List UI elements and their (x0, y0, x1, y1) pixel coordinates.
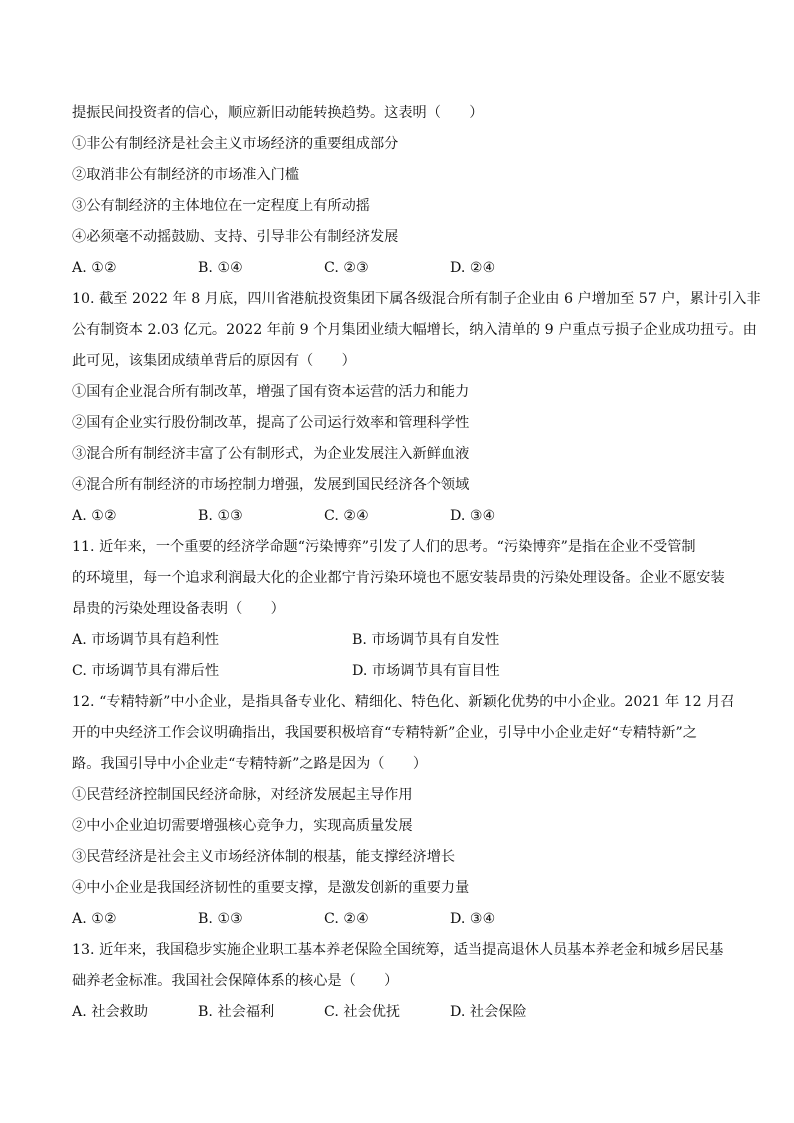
statement-2: ②中小企业迫切需要增强核心竞争力，实现高质量发展 (72, 818, 413, 834)
option-b[interactable]: B. 社会福利 (198, 1004, 275, 1020)
statement-3: ③民营经济是社会主义市场经济体制的根基，能支撑经济增长 (72, 849, 456, 865)
option-b[interactable]: B. 市场调节具有自发性 (352, 632, 500, 648)
question-13-stem-line-2: 础养老金标准。我国社会保障体系的核心是（ ） (72, 973, 399, 989)
question-12 (72, 689, 735, 937)
option-c[interactable]: C. 社会优抚 (324, 1004, 401, 1020)
statement-1: ①民营经济控制国民经济命脉，对经济发展起主导作用 (72, 787, 413, 803)
statement-4: ④必须毫不动摇鼓励、支持、引导非公有制经济发展 (72, 229, 399, 245)
question-13 (72, 937, 726, 1030)
question-11-stem-line-1: 11. 近年来，一个重要的经济学命题“污染博弈”引发了人们的思考。“污染博弈”是指在企业不受管制 (72, 539, 696, 555)
statement-2: ②国有企业实行股份制改革，提高了公司运行效率和管理科学性 (72, 415, 470, 431)
statement-1: ①非公有制经济是社会主义市场经济的重要组成部分 (72, 136, 399, 152)
option-a[interactable]: A. ①② (72, 260, 117, 276)
question-10-stem-line-2: 公有制资本 2.03 亿元。2022 年前 9 个月集团业绩大幅增长，纳入清单的 9 户重点亏损子企业成功扭亏。由 (72, 322, 757, 338)
statement-1: ①国有企业混合所有制改革，增强了国有资本运营的活力和能力 (72, 384, 470, 400)
question-9-options (72, 255, 726, 286)
statement-3: ③公有制经济的主体地位在一定程度上有所动摇 (72, 198, 370, 214)
option-a[interactable]: A. ①② (72, 508, 117, 524)
option-d[interactable]: D. ③④ (450, 911, 496, 927)
option-c[interactable]: C. 市场调节具有滞后性 (72, 663, 220, 679)
question-10-stem-line-3: 此可见，该集团成绩单背后的原因有（ ） (72, 353, 356, 369)
option-a[interactable]: A. 社会救助 (72, 1004, 149, 1020)
question-13-stem-line-1: 13. 近年来，我国稳步实施企业职工基本养老保险全国统筹，适当提高退休人员基本养老金和城乡居民基 (72, 942, 724, 958)
question-13-options (72, 999, 726, 1030)
statement-3: ③混合所有制经济丰富了公有制形式，为企业发展注入新鲜血液 (72, 446, 470, 462)
option-b[interactable]: B. ①③ (198, 508, 243, 524)
question-11-stem-line-3: 昂贵的污染处理设备表明（ ） (72, 601, 285, 617)
option-b[interactable]: B. ①③ (198, 911, 243, 927)
question-11 (72, 534, 726, 689)
option-c[interactable]: C. ②④ (324, 508, 369, 524)
option-b[interactable]: B. ①④ (198, 260, 243, 276)
question-11-stem-line-2: 的环境里，每一个追求利润最大化的企业都宁肯污染环境也不愿安装昂贵的污染处理设备。企业不愿安装 (72, 570, 725, 586)
question-12-stem-line-2: 开的中央经济工作会议明确指出，我国要积极培育“专精特新”企业，引导中小企业走好“专精特新”之 (72, 725, 697, 741)
exam-page (72, 100, 761, 1030)
question-12-stem-line-3: 路。我国引导中小企业走“专精特新”之路是因为（ ） (72, 756, 428, 772)
statement-4: ④混合所有制经济的市场控制力增强，发展到国民经济各个领域 (72, 477, 470, 493)
option-a[interactable]: A. ①② (72, 911, 117, 927)
question-11-options-row-2 (72, 658, 726, 689)
statement-4: ④中小企业是我国经济韧性的重要支撑，是激发创新的重要力量 (72, 880, 470, 896)
question-9 (72, 100, 726, 286)
question-12-options (72, 906, 726, 937)
option-a[interactable]: A. 市场调节具有趋利性 (72, 632, 219, 648)
question-10 (72, 286, 761, 534)
option-c[interactable]: C. ②③ (324, 260, 369, 276)
option-d[interactable]: D. ③④ (450, 508, 496, 524)
question-12-stem-line-1: 12. “专精特新”中小企业，是指具备专业化、精细化、特色化、新颖化优势的中小企业。2021 年 12 月召 (72, 694, 735, 710)
option-d[interactable]: D. ②④ (450, 260, 496, 276)
statement-2: ②取消非公有制经济的市场准入门槛 (72, 167, 300, 183)
option-d[interactable]: D. 市场调节具有盲目性 (352, 663, 500, 679)
question-9-stem: 提振民间投资者的信心，顺应新旧动能转换趋势。这表明（ ） (72, 105, 484, 121)
question-10-options (72, 503, 726, 534)
question-11-options-row-1 (72, 627, 726, 658)
option-c[interactable]: C. ②④ (324, 911, 369, 927)
question-10-stem-line-1: 10. 截至 2022 年 8 月底，四川省港航投资集团下属各级混合所有制子企业由 6 户增加至 57 户，累计引入非 (72, 291, 761, 307)
option-d[interactable]: D. 社会保险 (450, 1004, 527, 1020)
